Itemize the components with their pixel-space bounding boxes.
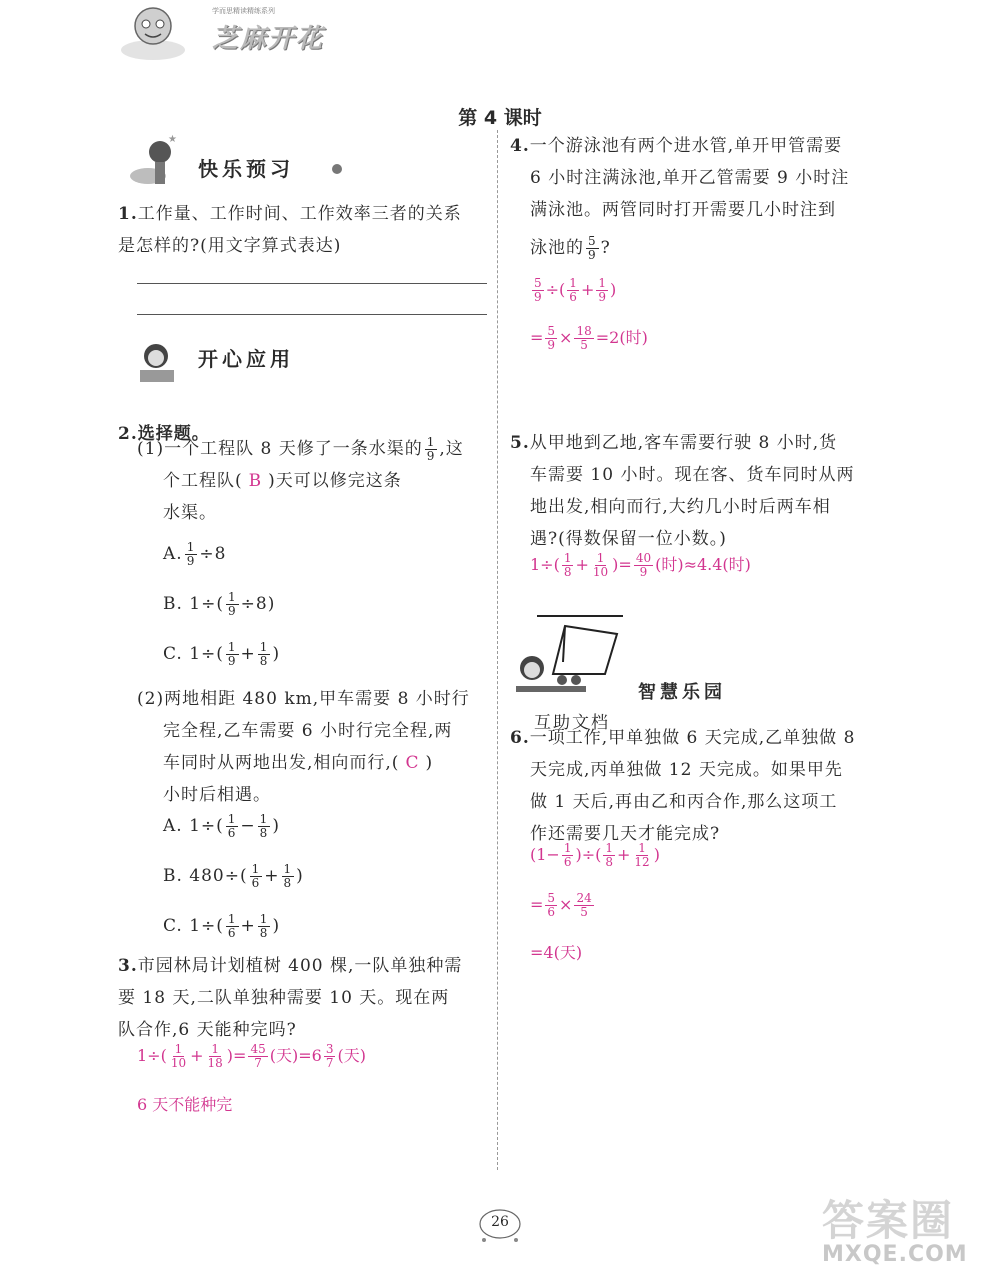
q6-answer-1: (1− $\frac{1}{6}$ )÷( $\frac{1}{8}$ + $\frac{1}{12}$ ) [530, 841, 660, 869]
q5-line4: 遇?(得数保留一位小数。) [530, 529, 727, 549]
preview-dot-icon [332, 164, 342, 174]
q1-answer-line-1 [137, 282, 487, 284]
question-3 [118, 950, 493, 1046]
q2-part2: (2)两地相距 480 km,甲车需要 8 小时行 完全程,乙车需要 6 小时行完全程,两 车同时从两地出发,相向而行,( C ) 小时后相遇。 [137, 683, 493, 811]
watermark-logo: 答案圈 [822, 1196, 955, 1245]
q2p1-line2b: )天可以修完这条 [268, 471, 402, 491]
apply-section-icon [128, 338, 186, 386]
q2p1-option-b: B. 1÷( $\frac{1}{9}$ ÷8) [163, 590, 276, 618]
q2-title: 选择题。 [137, 424, 210, 444]
preview-section-icon [128, 132, 188, 190]
header-logo: 芝麻开花 [212, 24, 325, 54]
q5-line1: 从甲地到乙地,客车需要行驶 8 小时,货 [529, 433, 838, 453]
frac-1-9: $\frac{1}{9}$ [426, 435, 436, 463]
section-title-preview: 快乐预习 [198, 157, 294, 181]
q3-answer-1: 1÷( $\frac{1}{10}$ + $\frac{1}{18}$ )= $\frac{45}{7}$ (天)=6 $\frac{3}{7}$ (天) [137, 1042, 366, 1070]
q3-answer-2: 6 天不能种完 [137, 1095, 233, 1114]
q2p2-line2: 完全程,乙车需要 6 小时行完全程,两 [163, 721, 453, 741]
q2p1-line1b: ,这 [439, 439, 464, 459]
q6-answer-2: = $\frac{5}{6}$ × $\frac{24}{5}$ [530, 891, 592, 919]
q2p2-line1: (2)两地相距 480 km,甲车需要 8 小时行 [137, 689, 470, 709]
section-title-apply: 开心应用 [198, 347, 294, 371]
q4-line4a: 泳池的 [530, 238, 584, 258]
q3-line2: 要 18 天,二队单独种需要 10 天。现在两 [118, 988, 450, 1008]
q2-number: 2. [118, 424, 138, 444]
q2p1-option-c: C. 1÷( $\frac{1}{9}$ + $\frac{1}{8}$ ) [163, 640, 281, 668]
q2p2-option-b: B. 480÷( $\frac{1}{6}$ + $\frac{1}{8}$ ) [163, 862, 304, 890]
page-number: 26 [478, 1208, 522, 1244]
q1-line1: 工作量、工作时间、工作效率三者的关系 [137, 204, 462, 224]
q4-number: 4. [510, 136, 530, 156]
q2p2-line3a: 车同时从两地出发,相向而行,( [163, 753, 400, 773]
q1-line2: 是怎样的?(用文字算式表达) [118, 236, 342, 256]
frac-5-9: $\frac{5}{9}$ [588, 234, 597, 262]
q2p2-answer: C [405, 753, 420, 773]
header-series-text: 学而思精读精练系列 [212, 7, 275, 15]
header-mascot-icon [118, 0, 188, 62]
q3-number: 3. [118, 956, 138, 976]
q2p2-option-c: C. 1÷( $\frac{1}{6}$ + $\frac{1}{8}$ ) [163, 912, 281, 940]
q5-line2: 车需要 10 小时。现在客、货车同时从两 [530, 465, 855, 485]
q1-answer-line-2 [137, 313, 487, 315]
q4-answer-2: = $\frac{5}{9}$ × $\frac{18}{5}$ =2(时) [530, 324, 648, 352]
q2p2-line4: 小时后相遇。 [163, 785, 271, 805]
q6-line4: 作还需要几天才能完成? [530, 824, 721, 844]
q4-line2: 6 小时注满泳池,单开乙管需要 9 小时注 [530, 168, 850, 188]
q2-part1 [137, 433, 493, 529]
q3-line3: 队合作,6 天能种完吗? [118, 1020, 297, 1040]
q3-line1: 市园林局计划植树 400 棵,一队单独种需 [137, 956, 463, 976]
watermark-url: MXQE.COM [822, 1242, 968, 1267]
q2p1-option-a: A. $\frac{1}{9}$ ÷8 [163, 540, 227, 568]
q6-line3: 做 1 天后,再由乙和丙合作,那么这项工 [530, 792, 838, 812]
q4-answer-1: $\frac{5}{9}$ ÷( $\frac{1}{6}$ + $\frac{1}{9}$ ) [534, 276, 617, 304]
svg-text:★: ★ [168, 134, 177, 145]
q5-line3: 地出发,相向而行,大约几小时后两车相 [530, 497, 831, 517]
q2p2-option-a: A. 1÷( $\frac{1}{6}$ − $\frac{1}{8}$ ) [163, 812, 280, 840]
q1-number: 1. [118, 204, 138, 224]
q2p1-line1a: (1)一个工程队 8 天修了一条水渠的 [137, 439, 423, 459]
question-4: 4.一个游泳池有两个进水管,单开甲管需要 6 小时注满泳池,单开乙管需要 9 小时注 满泳池。两管同时打开需要几小时注到 泳池的 $\frac{5}{9}$ ? [510, 130, 890, 264]
q6-line2: 天完成,丙单独做 12 天完成。如果甲先 [530, 760, 843, 780]
section-title-wisdom: 智慧乐园 [638, 682, 726, 703]
q6-number: 6. [510, 728, 530, 748]
q6-answer-3: =4(天) [530, 943, 583, 962]
overlay-text: 互助文档 [534, 713, 610, 733]
question-6 [510, 722, 890, 850]
q5-answer: 1÷( $\frac{1}{8}$ + $\frac{1}{10}$ )= $\frac{40}{9}$ (时)≈4.4(时) [530, 551, 751, 579]
q5-number: 5. [510, 433, 530, 453]
q2p1-line2a: 个工程队( [163, 471, 243, 491]
q2p1-answer: B [248, 471, 263, 491]
column-divider [497, 130, 498, 1170]
question-1 [118, 198, 493, 262]
page-title: 第 4 课时 [458, 107, 542, 129]
q4-line1: 一个游泳池有两个进水管,单开甲管需要 [529, 136, 843, 156]
wisdom-section-icon [512, 652, 592, 700]
q6-line1: 一项工作,甲单独做 6 天完成,乙单独做 8 [529, 728, 856, 748]
question-5 [510, 427, 890, 555]
q4-line3: 满泳池。两管同时打开需要几小时注到 [530, 200, 836, 220]
q2p1-line3: 水渠。 [163, 503, 217, 523]
